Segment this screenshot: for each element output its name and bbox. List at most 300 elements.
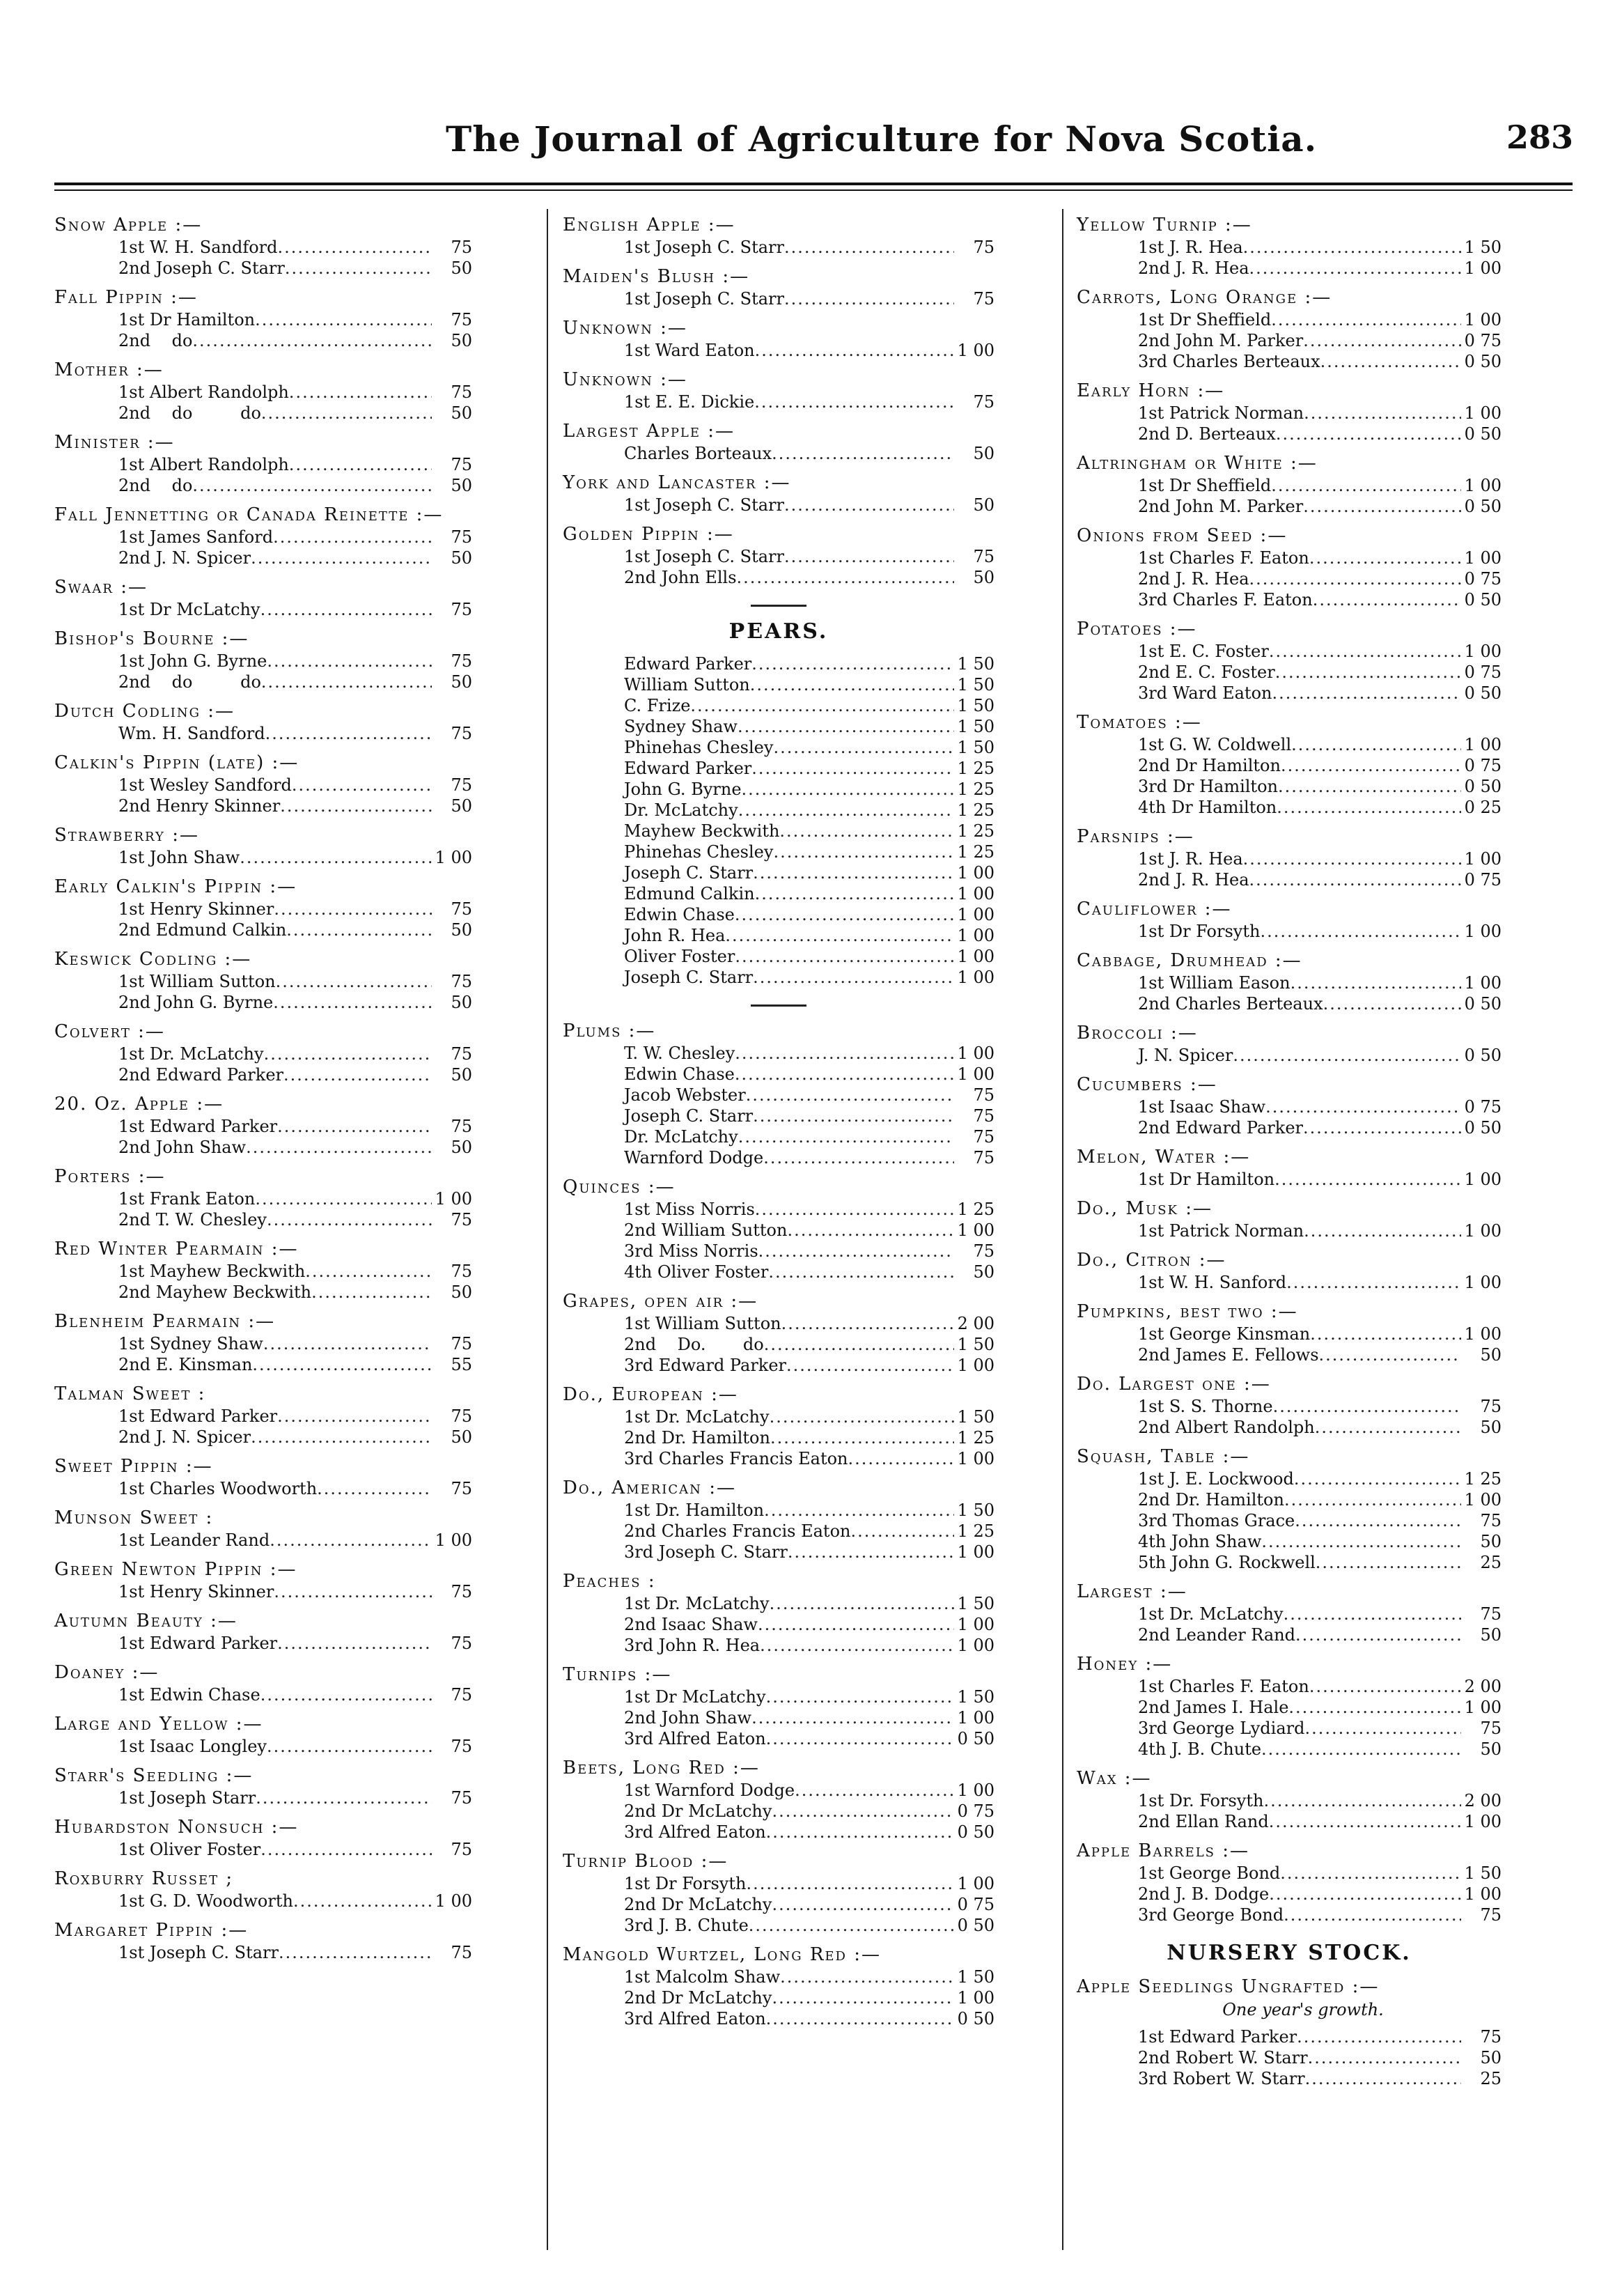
prize-entry bbox=[1138, 1468, 1502, 1489]
prize-entry bbox=[118, 1787, 472, 1808]
leader-dots bbox=[754, 391, 954, 412]
prize-entry bbox=[118, 1333, 472, 1354]
prize-category bbox=[1077, 949, 1502, 1014]
prize-entry bbox=[624, 1406, 995, 1427]
category-heading: Beets, Long Red :— bbox=[563, 1758, 760, 1778]
prize-entry bbox=[624, 1220, 995, 1241]
prize-category bbox=[563, 522, 995, 588]
leader-dots bbox=[1284, 1604, 1461, 1624]
prize-entry bbox=[624, 800, 995, 821]
prize-amount: 1 00 bbox=[957, 1044, 995, 1063]
prize-entry bbox=[118, 1581, 472, 1602]
prize-amount: 75 bbox=[1480, 1719, 1502, 1738]
category-heading: Early Calkin's Pippin :— bbox=[54, 876, 297, 897]
leader-dots bbox=[770, 1593, 954, 1614]
prize-entry bbox=[1138, 1396, 1502, 1417]
prize-entry bbox=[118, 1116, 472, 1137]
winner-name: 2nd Do. do bbox=[624, 1335, 764, 1354]
winner-name: 2nd E. C. Foster bbox=[1138, 662, 1275, 682]
winner-name: 1st Dr. McLatchy bbox=[624, 1407, 770, 1427]
category-heading: Sweet Pippin :— bbox=[54, 1456, 213, 1477]
winner-name: 2nd John M. Parker bbox=[1138, 497, 1304, 516]
leader-dots bbox=[1271, 475, 1461, 496]
category-heading: Munson Sweet : bbox=[54, 1507, 214, 1528]
winner-name: 2nd Charles Berteaux bbox=[1138, 994, 1323, 1014]
leader-dots bbox=[1294, 1468, 1461, 1489]
prize-entry bbox=[624, 653, 995, 674]
category-heading: Margaret Pippin :— bbox=[54, 1920, 249, 1941]
prize-amount: 50 bbox=[451, 548, 472, 568]
category-heading: Do., Citron :— bbox=[1077, 1250, 1226, 1271]
prize-amount: 75 bbox=[1480, 1511, 1502, 1530]
winner-name: Dr. McLatchy bbox=[624, 800, 738, 820]
category-heading: Do., European :— bbox=[563, 1384, 738, 1405]
leader-dots bbox=[1320, 351, 1461, 372]
page-number: 283 bbox=[1506, 118, 1573, 156]
category-heading: Quinces :— bbox=[563, 1177, 676, 1197]
prize-entry bbox=[1138, 1220, 1502, 1241]
prize-entry bbox=[1138, 2047, 1502, 2068]
winner-name: 1st Oliver Foster bbox=[118, 1840, 261, 1859]
category-heading: Yellow Turnip :— bbox=[1077, 215, 1252, 235]
prize-amount: 0 75 bbox=[957, 1801, 995, 1821]
prize-entry bbox=[1138, 797, 1502, 818]
category-heading: Blenheim Pearmain :— bbox=[54, 1311, 276, 1332]
prize-entry bbox=[118, 1736, 472, 1757]
leader-dots bbox=[192, 475, 432, 496]
prize-entry bbox=[118, 723, 472, 744]
prize-amount: 2 00 bbox=[1464, 1791, 1502, 1810]
winner-name: 2nd Ellan Rand bbox=[1138, 1812, 1269, 1831]
winner-name: Joseph C. Starr bbox=[624, 863, 754, 883]
prize-amount: 1 00 bbox=[1464, 1884, 1502, 1904]
pears-heading: PEARS. bbox=[728, 619, 829, 644]
leader-dots bbox=[274, 1581, 432, 1602]
category-heading: Do. Largest one :— bbox=[1077, 1374, 1271, 1395]
prize-amount: 1 00 bbox=[957, 1064, 995, 1084]
prize-category bbox=[563, 368, 995, 412]
leader-dots bbox=[758, 1241, 954, 1262]
winner-name: 2nd Joseph C. Starr bbox=[118, 258, 285, 278]
category-heading: Honey :— bbox=[1077, 1654, 1173, 1675]
category-heading: Squash, Table :— bbox=[1077, 1446, 1250, 1467]
leader-dots bbox=[758, 1614, 954, 1635]
winner-name: 1st James Sanford bbox=[118, 527, 274, 547]
leader-dots bbox=[292, 775, 432, 796]
category-heading: Autumn Beauty :— bbox=[54, 1611, 237, 1631]
prize-entry bbox=[1138, 1510, 1502, 1531]
leader-dots bbox=[1309, 1676, 1461, 1697]
category-heading: Plums :— bbox=[563, 1021, 656, 1041]
journal-title: The Journal of Agriculture for Nova Scotia. bbox=[446, 118, 1318, 160]
prize-amount: 0 75 bbox=[957, 1895, 995, 1914]
prize-amount: 75 bbox=[451, 527, 472, 547]
winner-name: T. W. Chesley bbox=[624, 1044, 735, 1063]
leader-dots bbox=[735, 904, 954, 925]
leader-dots bbox=[725, 925, 954, 946]
prize-amount: 75 bbox=[973, 289, 995, 309]
prize-amount: 50 bbox=[451, 920, 472, 940]
leader-dots bbox=[1280, 1863, 1461, 1884]
category-heading: Doaney :— bbox=[54, 1662, 159, 1683]
winner-name: 1st Charles Woodworth bbox=[118, 1479, 318, 1498]
prize-amount: 75 bbox=[973, 1106, 995, 1126]
prize-category bbox=[563, 1019, 995, 1168]
winner-name: 1st Patrick Norman bbox=[1138, 403, 1304, 423]
winner-name: 3rd Alfred Eaton bbox=[624, 1729, 766, 1748]
prize-entry bbox=[118, 1261, 472, 1282]
nursery-heading: NURSERY STOCK. bbox=[1167, 1941, 1412, 1965]
category-heading: Cabbage, Drumhead :— bbox=[1077, 950, 1302, 971]
prize-amount: 1 50 bbox=[957, 738, 995, 757]
winner-name: 1st Sydney Shaw bbox=[118, 1334, 263, 1353]
prize-entry bbox=[1138, 1624, 1502, 1645]
leader-dots bbox=[735, 1043, 954, 1064]
prize-amount: 50 bbox=[451, 476, 472, 495]
winner-name: 2nd John G. Byrne bbox=[118, 993, 274, 1012]
leader-dots bbox=[746, 1085, 954, 1106]
vegetable-list bbox=[1077, 213, 1502, 1925]
prize-category bbox=[1077, 1021, 1502, 1066]
leader-dots bbox=[766, 2008, 954, 2029]
prize-entry bbox=[624, 1728, 995, 1749]
prize-amount: 75 bbox=[1480, 1905, 1502, 1925]
prize-entry bbox=[1138, 1169, 1502, 1190]
leader-dots bbox=[1323, 993, 1461, 1014]
prize-entry bbox=[624, 674, 995, 695]
prize-category bbox=[1077, 524, 1502, 610]
leader-dots bbox=[751, 758, 954, 779]
category-heading: Parsnips :— bbox=[1077, 826, 1194, 847]
prize-entry bbox=[624, 340, 995, 361]
leader-dots bbox=[1281, 755, 1461, 776]
prize-amount: 75 bbox=[451, 724, 472, 743]
prize-entry bbox=[1138, 403, 1502, 424]
prize-amount: 1 25 bbox=[957, 1200, 995, 1219]
winner-name: 1st William Sutton bbox=[624, 1314, 781, 1333]
leader-dots bbox=[1295, 1624, 1461, 1645]
prize-entry bbox=[624, 904, 995, 925]
category-heading: Bishop's Bourne :— bbox=[54, 628, 249, 649]
prize-amount: 1 00 bbox=[435, 1530, 472, 1550]
winner-name: 2nd John Shaw bbox=[118, 1138, 247, 1157]
prize-entry bbox=[624, 1427, 995, 1448]
prize-entry bbox=[118, 1354, 472, 1375]
prize-amount: 1 00 bbox=[1464, 310, 1502, 329]
prize-amount: 75 bbox=[451, 1262, 472, 1281]
prize-entry bbox=[118, 1044, 472, 1064]
leader-dots bbox=[256, 1787, 432, 1808]
column-middle bbox=[563, 213, 995, 2036]
prize-entry bbox=[624, 1313, 995, 1334]
leader-dots bbox=[850, 1521, 954, 1542]
winner-name: 3rd Joseph C. Starr bbox=[624, 1542, 788, 1562]
leader-dots bbox=[1233, 1045, 1461, 1066]
prize-entry bbox=[1138, 1531, 1502, 1552]
prize-category bbox=[563, 1289, 995, 1376]
prize-entry bbox=[624, 1334, 995, 1355]
prize-category bbox=[563, 1943, 995, 2029]
prize-entry bbox=[624, 1801, 995, 1822]
category-heading: Do., Musk :— bbox=[1077, 1198, 1212, 1219]
prize-entry bbox=[1138, 1604, 1502, 1624]
leader-dots bbox=[773, 737, 954, 758]
prize-amount: 75 bbox=[451, 1117, 472, 1136]
prize-amount: 1 00 bbox=[957, 1636, 995, 1655]
prize-amount: 1 00 bbox=[1464, 1324, 1502, 1344]
winner-name: 2nd do bbox=[118, 331, 193, 350]
prize-amount: 1 25 bbox=[957, 842, 995, 862]
leader-dots bbox=[1309, 548, 1461, 568]
winner-name: 1st George Bond bbox=[1138, 1863, 1281, 1883]
winner-name: 1st John Shaw bbox=[118, 848, 240, 867]
category-heading: Starr's Seedling :— bbox=[54, 1765, 254, 1786]
category-heading: Calkin's Pippin (late) :— bbox=[54, 752, 299, 773]
leader-dots bbox=[786, 1355, 954, 1376]
winner-name: 1st Dr Forsyth bbox=[1138, 922, 1261, 941]
prize-amount: 75 bbox=[1480, 1397, 1502, 1416]
leader-dots bbox=[278, 237, 432, 258]
winner-name: 1st Albert Randolph bbox=[118, 382, 289, 402]
apple-list-continued bbox=[563, 213, 995, 588]
leader-dots bbox=[251, 548, 432, 568]
prize-amount: 1 00 bbox=[1464, 476, 1502, 495]
category-heading: Early Horn :— bbox=[1077, 380, 1225, 401]
prize-category bbox=[54, 213, 472, 279]
category-heading: Green Newton Pippin :— bbox=[54, 1559, 297, 1580]
winner-name: 4th John Shaw bbox=[1138, 1532, 1262, 1551]
prize-amount: 1 00 bbox=[957, 926, 995, 945]
prize-entry bbox=[624, 1064, 995, 1085]
prize-amount: 75 bbox=[451, 1582, 472, 1601]
prize-amount: 1 00 bbox=[957, 863, 995, 883]
prize-category bbox=[54, 1918, 472, 1963]
prize-entry bbox=[118, 475, 472, 496]
prize-amount: 1 00 bbox=[957, 1988, 995, 2008]
prize-amount: 75 bbox=[451, 1334, 472, 1353]
winner-name: 3rd George Bond bbox=[1138, 1905, 1284, 1925]
prize-entry bbox=[624, 1521, 995, 1542]
prize-amount: 50 bbox=[451, 1282, 472, 1302]
winner-name: 1st Miss Norris bbox=[624, 1200, 755, 1219]
pears-list bbox=[563, 653, 995, 988]
category-heading: York and Lancaster :— bbox=[563, 472, 791, 493]
prize-entry bbox=[118, 454, 472, 475]
leader-dots bbox=[751, 1707, 954, 1728]
prize-amount: 50 bbox=[451, 1138, 472, 1157]
leader-dots bbox=[280, 796, 432, 816]
prize-category bbox=[54, 358, 472, 424]
leader-dots bbox=[192, 330, 432, 351]
winner-name: 4th Oliver Foster bbox=[624, 1262, 769, 1282]
winner-name: Jacob Webster bbox=[624, 1085, 746, 1105]
winner-name: 1st Henry Skinner bbox=[118, 1582, 274, 1601]
prize-category bbox=[54, 947, 472, 1013]
prize-amount: 25 bbox=[1480, 1553, 1502, 1572]
prize-amount: 1 00 bbox=[1464, 1221, 1502, 1241]
prize-amount: 1 00 bbox=[1464, 973, 1502, 993]
prize-category bbox=[1077, 1248, 1502, 1293]
category-heading: Porters :— bbox=[54, 1166, 166, 1187]
prize-amount: 75 bbox=[451, 1840, 472, 1859]
leader-dots bbox=[690, 695, 954, 716]
prize-entry bbox=[624, 391, 995, 412]
category-heading: Apple Barrels :— bbox=[1077, 1840, 1250, 1861]
prize-amount: 1 25 bbox=[1464, 1469, 1502, 1489]
leader-dots bbox=[1276, 424, 1461, 444]
prize-entry bbox=[1138, 869, 1502, 890]
winner-name: 1st Dr. Hamilton bbox=[624, 1500, 765, 1520]
prize-amount: 1 50 bbox=[957, 654, 995, 674]
winner-name: Edwin Chase bbox=[624, 1064, 735, 1084]
prize-category bbox=[563, 471, 995, 515]
category-heading: Melon, Water :— bbox=[1077, 1147, 1251, 1168]
prize-category bbox=[54, 430, 472, 496]
prize-amount: 50 bbox=[973, 1262, 995, 1282]
leader-dots bbox=[1249, 258, 1461, 279]
leader-dots bbox=[1261, 1531, 1461, 1552]
winner-name: 2nd Dr. Hamilton bbox=[624, 1428, 770, 1448]
prize-entry bbox=[1138, 972, 1502, 993]
prize-amount: 75 bbox=[973, 1148, 995, 1168]
winner-name: 3rd Miss Norris bbox=[624, 1241, 758, 1261]
leader-dots bbox=[1308, 2047, 1461, 2068]
prize-category bbox=[563, 1663, 995, 1749]
winner-name: Charles Borteaux bbox=[624, 444, 772, 463]
leader-dots bbox=[770, 1427, 954, 1448]
leader-dots bbox=[263, 1333, 432, 1354]
prize-entry bbox=[624, 546, 995, 567]
prize-category bbox=[1077, 213, 1502, 279]
category-heading: Potatoes :— bbox=[1077, 619, 1197, 639]
leader-dots bbox=[265, 723, 432, 744]
prize-entry bbox=[1138, 424, 1502, 444]
leader-dots bbox=[788, 1542, 954, 1562]
prize-entry bbox=[1138, 1324, 1502, 1344]
prize-entry bbox=[1138, 755, 1502, 776]
leader-dots bbox=[787, 1220, 954, 1241]
winner-name: 1st Isaac Shaw bbox=[1138, 1097, 1266, 1117]
prize-category bbox=[54, 1764, 472, 1808]
prize-amount: 1 50 bbox=[957, 1500, 995, 1520]
leader-dots bbox=[1269, 1884, 1461, 1905]
prize-category bbox=[563, 1476, 995, 1562]
leader-dots bbox=[784, 495, 954, 515]
category-heading: Red Winter Pearmain :— bbox=[54, 1239, 299, 1259]
winner-name: 1st Frank Eaton bbox=[118, 1189, 256, 1209]
leader-dots bbox=[764, 1500, 954, 1521]
winner-name: 2nd J. N. Spicer bbox=[118, 548, 251, 568]
category-heading: Pumpkins, best two :— bbox=[1077, 1301, 1298, 1322]
leader-dots bbox=[1263, 1790, 1461, 1811]
winner-name: Sydney Shaw bbox=[624, 717, 738, 736]
prize-category bbox=[54, 751, 472, 816]
winner-name: 2nd Edward Parker bbox=[118, 1065, 283, 1085]
prize-amount: 1 50 bbox=[957, 1594, 995, 1613]
winner-name: 1st Henry Skinner bbox=[118, 899, 274, 919]
prize-category bbox=[54, 1092, 472, 1158]
winner-name: Dr. McLatchy bbox=[624, 1127, 738, 1147]
prize-amount: 50 bbox=[1480, 1345, 1502, 1365]
prize-entry bbox=[1138, 309, 1502, 330]
page-header bbox=[0, 118, 1622, 181]
header-rule bbox=[54, 183, 1573, 185]
prize-category bbox=[563, 1569, 995, 1656]
leader-dots bbox=[1313, 589, 1461, 610]
prize-entry bbox=[624, 2008, 995, 2029]
prize-amount: 75 bbox=[451, 775, 472, 795]
prize-entry bbox=[118, 1633, 472, 1654]
leader-dots bbox=[267, 651, 432, 672]
prize-entry bbox=[118, 651, 472, 672]
prize-amount: 1 00 bbox=[957, 1356, 995, 1375]
leader-dots bbox=[784, 288, 954, 309]
prize-entry bbox=[1138, 330, 1502, 351]
prize-entry bbox=[1138, 1718, 1502, 1739]
leader-dots bbox=[770, 1406, 954, 1427]
prize-entry bbox=[118, 237, 472, 258]
prize-amount: 75 bbox=[451, 899, 472, 919]
winner-name: 2nd James I. Hale bbox=[1138, 1698, 1289, 1717]
leader-dots bbox=[1271, 309, 1461, 330]
leader-dots bbox=[1284, 1489, 1461, 1510]
winner-name: 1st Joseph C. Starr bbox=[624, 495, 785, 515]
prize-amount: 1 25 bbox=[957, 821, 995, 841]
prize-entry bbox=[118, 1427, 472, 1448]
prize-amount: 1 50 bbox=[1464, 238, 1502, 257]
leader-dots bbox=[738, 716, 954, 737]
prize-amount: 1 50 bbox=[957, 1967, 995, 1987]
leader-dots bbox=[1304, 1718, 1461, 1739]
prize-entry bbox=[624, 443, 995, 464]
prize-amount: 75 bbox=[973, 547, 995, 566]
prize-amount: 50 bbox=[451, 796, 472, 816]
prize-category bbox=[1077, 1372, 1502, 1438]
prize-category bbox=[54, 1815, 472, 1860]
prize-entry bbox=[1138, 548, 1502, 568]
winner-name: 2nd Albert Randolph bbox=[1138, 1418, 1315, 1437]
winner-name: 2nd Dr McLatchy bbox=[624, 1988, 772, 2008]
prize-entry bbox=[118, 847, 472, 868]
prize-category bbox=[563, 1175, 995, 1282]
prize-category bbox=[1077, 286, 1502, 372]
winner-name: 3rd George Lydiard bbox=[1138, 1719, 1305, 1738]
winner-name: 1st G. D. Woodworth bbox=[118, 1891, 293, 1911]
winner-name: 3rd Dr Hamilton bbox=[1138, 777, 1278, 796]
category-heading: Wax :— bbox=[1077, 1768, 1152, 1789]
prize-amount: 75 bbox=[451, 1210, 472, 1230]
leader-dots bbox=[1297, 2026, 1461, 2047]
prize-amount: 0 75 bbox=[1464, 569, 1502, 589]
leader-dots bbox=[1288, 1697, 1461, 1718]
prize-amount: 1 00 bbox=[1464, 922, 1502, 941]
winner-name: C. Frize bbox=[624, 696, 691, 715]
prize-entry bbox=[624, 1987, 995, 2008]
category-heading: Onions from Seed :— bbox=[1077, 525, 1288, 546]
winner-name: 1st J. R. Hea bbox=[1138, 849, 1243, 869]
prize-category bbox=[563, 419, 995, 464]
prize-entry bbox=[118, 527, 472, 548]
prize-amount: 0 75 bbox=[1464, 331, 1502, 350]
prize-amount: 0 50 bbox=[1464, 590, 1502, 610]
prize-entry bbox=[1138, 1790, 1502, 1811]
prize-entry bbox=[624, 1822, 995, 1843]
leader-dots bbox=[1284, 1905, 1461, 1925]
winner-name: 1st W. H. Sanford bbox=[1138, 1273, 1287, 1292]
winner-name: 1st Dr. McLatchy bbox=[1138, 1604, 1284, 1624]
prize-entry bbox=[624, 716, 995, 737]
winner-name: 2nd do do bbox=[118, 403, 261, 423]
